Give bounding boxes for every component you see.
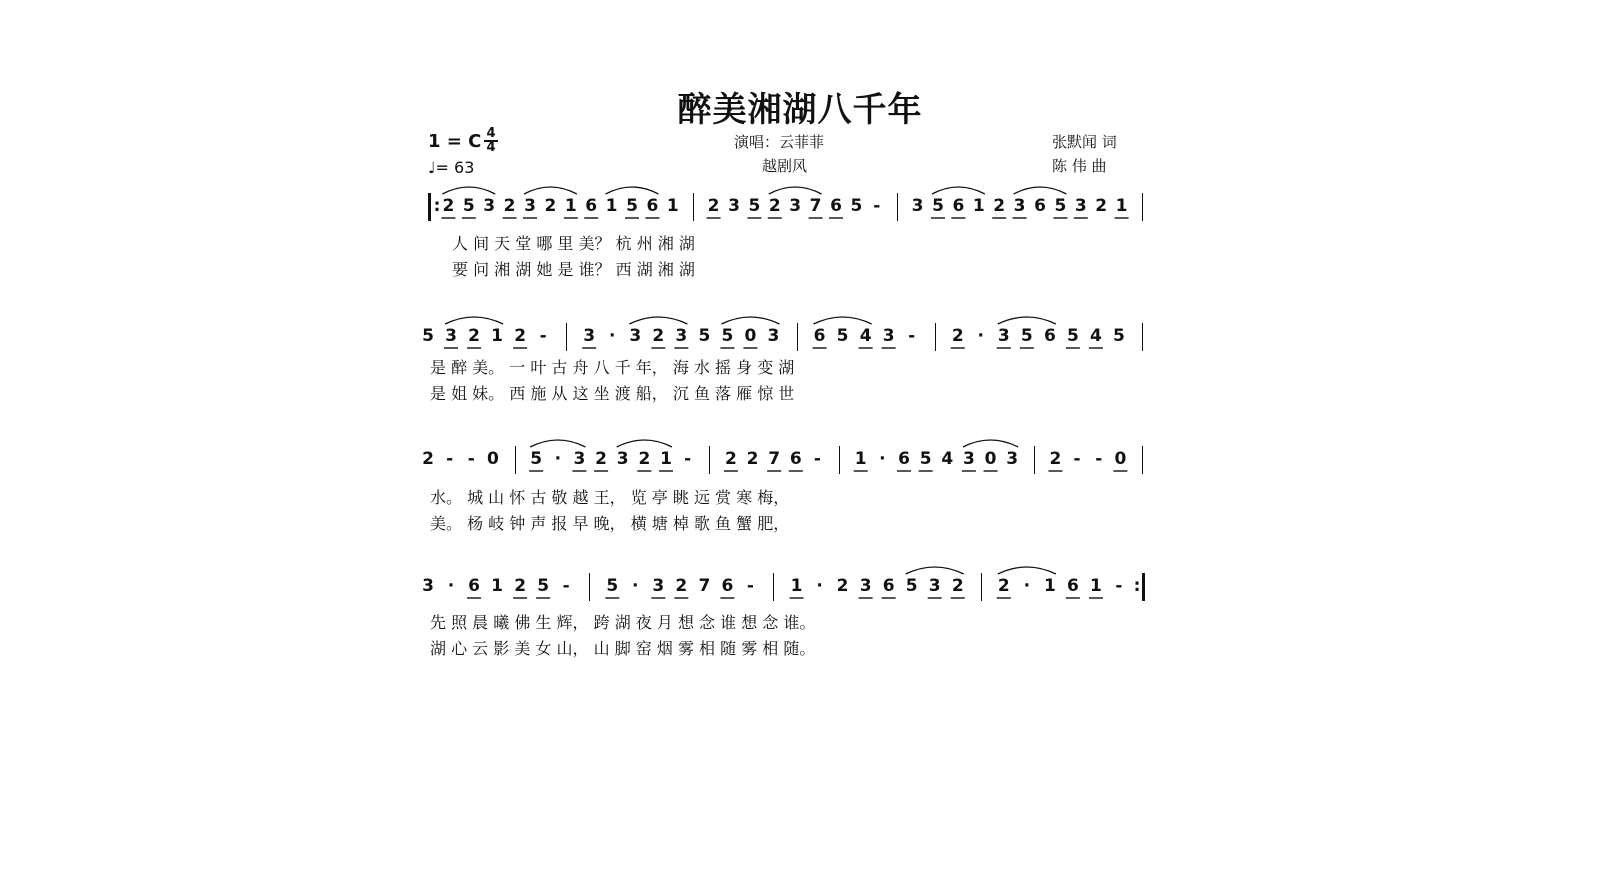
note: 1 xyxy=(1115,196,1128,216)
note: 1 xyxy=(660,449,672,469)
lyric-line-1: 是 醉 美。 一 叶 古 舟 八 千 年， 海 水 摇 身 变 湖 xyxy=(430,358,795,377)
note: 2 xyxy=(951,326,964,346)
note: 2 xyxy=(951,576,964,596)
note: 2 xyxy=(746,449,759,469)
note: 5 xyxy=(530,449,543,469)
slur xyxy=(932,187,985,194)
note: 3 xyxy=(882,326,895,346)
lyric-line-1: 先 照 晨 曦 佛 生 辉， 跨 湖 夜 月 想 念 谁 想 念 谁。 xyxy=(430,613,816,632)
lyricist-credit: 张默闻 词 xyxy=(1052,133,1117,151)
slur xyxy=(998,317,1056,324)
note: 6 xyxy=(882,576,895,596)
note: 5 xyxy=(1054,196,1067,216)
note: 2 xyxy=(836,576,849,596)
note: 7 xyxy=(809,196,822,216)
note: 1 xyxy=(1090,576,1102,596)
note: 3 xyxy=(629,326,642,346)
repeat-dots: : xyxy=(1133,576,1141,596)
note: 2 xyxy=(993,196,1006,216)
note: 3 xyxy=(583,326,596,346)
note: 5 xyxy=(422,326,434,346)
singer-credit: 演唱：云菲菲 xyxy=(734,133,825,151)
note: - xyxy=(1073,449,1081,469)
note: 7 xyxy=(768,449,781,469)
note: 3 xyxy=(728,196,740,216)
note: · xyxy=(977,326,984,346)
note: 6 xyxy=(721,576,734,596)
note: 1 xyxy=(1043,576,1056,596)
note: 0 xyxy=(1114,449,1127,469)
note: 5 xyxy=(1066,326,1079,346)
note: 2 xyxy=(422,449,434,469)
lyric-line-2: 要 问 湘 湖 她 是 谁？ 西 湖 湘 湖 xyxy=(452,260,695,279)
slur xyxy=(445,317,503,324)
lyric-line-1: 水。 城 山 怀 古 敬 越 王， 览 亭 眺 远 赏 寒 梅， xyxy=(430,488,790,507)
repeat-dots: : xyxy=(433,196,441,216)
note: 3 xyxy=(928,576,941,596)
note: 3 xyxy=(767,326,780,346)
note: 1 xyxy=(972,196,985,216)
note: 5 xyxy=(919,449,932,469)
note: 2 xyxy=(652,326,665,346)
note: 5 xyxy=(626,196,638,216)
note: 3 xyxy=(789,196,802,216)
composer-credit: 陈 伟 曲 xyxy=(1052,157,1107,175)
note: 5 xyxy=(537,576,550,596)
note: - xyxy=(467,449,475,469)
note: 6 xyxy=(1066,576,1079,596)
note: 5 xyxy=(1113,326,1125,346)
time-signature-top: 4 xyxy=(484,128,498,142)
note: 6 xyxy=(585,196,598,216)
note: 2 xyxy=(675,576,688,596)
note: 1 xyxy=(854,449,867,469)
note: 3 xyxy=(524,196,536,216)
slur xyxy=(906,567,964,574)
note: 2 xyxy=(468,326,480,346)
note: · xyxy=(447,576,455,596)
note: 2 xyxy=(707,196,720,216)
style-note: 越剧风 xyxy=(762,157,808,175)
song-title: 醉美湘湖八千年 xyxy=(677,90,923,130)
note: · xyxy=(1023,576,1031,596)
note: 3 xyxy=(675,326,688,346)
note: 3 xyxy=(1013,196,1026,216)
note: 5 xyxy=(606,576,619,596)
note: 3 xyxy=(859,576,872,596)
note: 6 xyxy=(1043,326,1056,346)
note: 3 xyxy=(483,196,496,216)
note: 2 xyxy=(768,196,781,216)
note: - xyxy=(539,326,547,346)
note: 3 xyxy=(911,196,924,216)
note: 5 xyxy=(836,326,849,346)
note: 2 xyxy=(514,326,527,346)
note: 3 xyxy=(1006,449,1019,469)
note: 1 xyxy=(666,196,679,216)
time-signature-bottom: 4 xyxy=(486,140,496,155)
note: 3 xyxy=(1074,196,1087,216)
slur xyxy=(998,567,1056,574)
note: 5 xyxy=(1020,326,1033,346)
slur xyxy=(617,440,672,447)
note: - xyxy=(446,449,454,469)
note: 5 xyxy=(932,196,944,216)
note: 5 xyxy=(721,326,734,346)
slur xyxy=(1014,187,1067,194)
lyric-line-2: 是 姐 妹。 西 施 从 这 坐 渡 船， 沉 鱼 落 雁 惊 世 xyxy=(430,384,795,403)
slur xyxy=(442,187,495,194)
lyric-line-1: 人 间 天 堂 哪 里 美？ 杭 州 湘 湖 xyxy=(452,234,695,253)
note: 1 xyxy=(491,326,504,346)
note: 4 xyxy=(941,449,954,469)
note: 2 xyxy=(514,576,527,596)
note: - xyxy=(684,449,692,469)
note: · xyxy=(609,326,616,346)
note: 2 xyxy=(1095,196,1108,216)
slur xyxy=(606,187,659,194)
note: 5 xyxy=(905,576,918,596)
note: 6 xyxy=(1034,196,1046,216)
note: 3 xyxy=(445,326,457,346)
note: 6 xyxy=(952,196,965,216)
note: 2 xyxy=(638,449,651,469)
slur xyxy=(769,187,822,194)
note: 6 xyxy=(789,449,802,469)
slur xyxy=(814,317,872,324)
note: · xyxy=(632,576,639,596)
note: - xyxy=(908,326,916,346)
note: 2 xyxy=(1049,449,1062,469)
note: 2 xyxy=(544,196,557,216)
note: 2 xyxy=(595,449,607,469)
note: · xyxy=(816,576,823,596)
note: 3 xyxy=(652,576,665,596)
note: 6 xyxy=(813,326,826,346)
slur xyxy=(524,187,577,194)
note: - xyxy=(813,449,821,469)
note: · xyxy=(554,449,562,469)
note: 5 xyxy=(850,196,863,216)
note: - xyxy=(1095,449,1103,469)
note: 0 xyxy=(744,326,757,346)
note: 2 xyxy=(442,196,455,216)
note: 2 xyxy=(503,196,516,216)
note: 6 xyxy=(468,576,480,596)
note: 6 xyxy=(898,449,910,469)
note: - xyxy=(562,576,570,596)
slur xyxy=(963,440,1018,447)
note: 6 xyxy=(646,196,659,216)
note: 0 xyxy=(486,449,499,469)
tempo-marking: ♩= 63 xyxy=(428,158,475,177)
note: 6 xyxy=(830,196,842,216)
note: 3 xyxy=(422,576,434,596)
note: - xyxy=(746,576,754,596)
note: 7 xyxy=(698,576,711,596)
note: 5 xyxy=(748,196,761,216)
slur xyxy=(629,317,687,324)
slur xyxy=(721,317,779,324)
note: 2 xyxy=(724,449,737,469)
note: 5 xyxy=(462,196,475,216)
note: - xyxy=(1115,576,1123,596)
note: 3 xyxy=(997,326,1010,346)
note: · xyxy=(879,449,886,469)
note: 3 xyxy=(573,449,586,469)
note: 1 xyxy=(605,196,618,216)
note: 0 xyxy=(984,449,997,469)
note: 4 xyxy=(1090,326,1102,346)
note: 3 xyxy=(616,449,629,469)
note: 5 xyxy=(698,326,711,346)
slur xyxy=(530,440,585,447)
note: 1 xyxy=(564,196,577,216)
key-signature: 1 = C xyxy=(428,131,482,152)
note: - xyxy=(873,196,881,216)
note: 1 xyxy=(790,576,803,596)
note: 2 xyxy=(997,576,1010,596)
lyric-line-2: 湖 心 云 影 美 女 山， 山 脚 窑 烟 雾 相 随 雾 相 随。 xyxy=(430,639,816,658)
note: 4 xyxy=(859,326,872,346)
note: 3 xyxy=(962,449,975,469)
note: 1 xyxy=(491,576,504,596)
lyric-line-2: 美。 杨 岐 钟 声 报 早 晚， 横 塘 棹 歌 鱼 蟹 肥， xyxy=(430,514,790,533)
